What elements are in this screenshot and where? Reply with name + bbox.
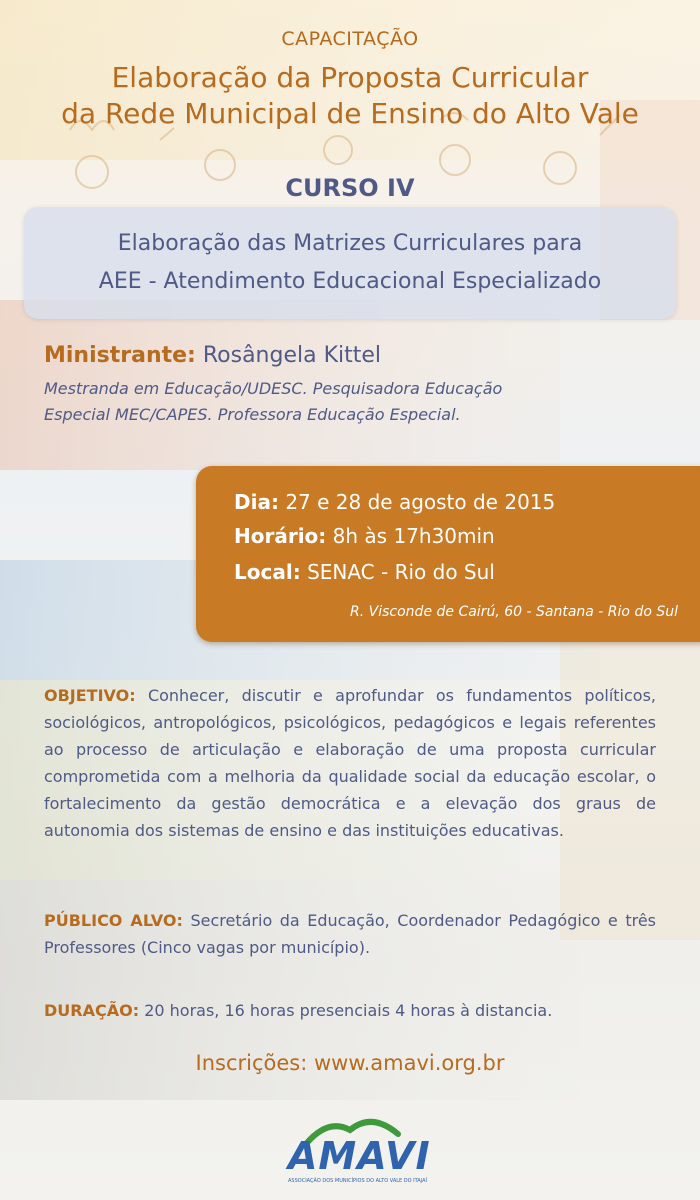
schedule-place-label: Local:	[234, 560, 301, 584]
minister-name: Rosângela Kittel	[202, 343, 382, 368]
logo-wordmark: AMAVI	[288, 1134, 431, 1178]
schedule-box	[196, 466, 700, 642]
duration-text: 20 horas, 16 horas presenciais 4 horas à distancia.	[144, 1001, 553, 1020]
duration-paragraph	[44, 997, 656, 1024]
minister-bio-line-2: Especial MEC/CAPES. Professora Educação Especial.	[44, 405, 461, 424]
schedule-day-label: Dia:	[234, 490, 279, 514]
course-topic-line-1: Elaboração das Matrizes Curriculares para	[117, 231, 583, 256]
schedule-day	[234, 490, 555, 514]
event-title-line-1: Elaboração da Proposta Curricular	[111, 61, 589, 94]
logo-tagline: ASSOCIAÇÃO DOS MUNICÍPIOS DO ALTO VALE DO ITAJAÍ	[288, 1178, 427, 1184]
minister-bio	[44, 376, 644, 428]
minister-bio-line-1: Mestranda em Educação/UDESC. Pesquisadora Educação	[44, 379, 503, 398]
event-title-line-2: da Rede Municipal de Ensino do Alto Vale	[61, 97, 639, 130]
event-title	[0, 60, 700, 132]
signup-link[interactable]: Inscrições: www.amavi.org.br	[195, 1051, 505, 1075]
objective-label: OBJETIVO:	[44, 686, 136, 705]
minister	[44, 343, 381, 368]
schedule-place-value: SENAC - Rio do Sul	[307, 560, 495, 584]
duration-label: DURAÇÃO:	[44, 1001, 140, 1020]
course-topic-box	[24, 207, 676, 319]
event-kicker: CAPACITAÇÃO	[281, 28, 419, 50]
minister-label: Ministrante:	[44, 343, 196, 368]
schedule-time-label: Horário:	[234, 524, 327, 548]
amavi-logo	[288, 1110, 431, 1192]
course-number: CURSO IV	[285, 174, 415, 202]
objective-paragraph	[44, 682, 656, 844]
course-topic-line-2: AEE - Atendimento Educacional Especializado	[98, 269, 602, 294]
objective-text: Conhecer, discutir e aprofundar os fundamentos políticos, sociológicos, antropológicos, psicológicos, pedagógicos e legais referentes ao processo de articulação e elaboração de uma proposta curricular comprometida com a melhoria da qualidade social da educação escolar, o fortalecimento da gestão democrática e a elevação dos graus de autonomia dos sistemas de ensino e das instituições educativas.	[44, 686, 656, 840]
schedule-day-value: 27 e 28 de agosto de 2015	[285, 490, 556, 514]
schedule-time	[234, 524, 495, 548]
schedule-time-value: 8h às 17h30min	[332, 524, 495, 548]
audience-paragraph	[44, 907, 656, 961]
schedule-place	[234, 560, 495, 584]
schedule-address: R. Visconde de Cairú, 60 - Santana - Rio do Sul	[350, 604, 678, 620]
audience-text: Secretário da Educação, Coordenador Pedagógico e três Professores (Cinco vagas por município).	[44, 911, 656, 957]
audience-label: PÚBLICO ALVO:	[44, 911, 183, 930]
